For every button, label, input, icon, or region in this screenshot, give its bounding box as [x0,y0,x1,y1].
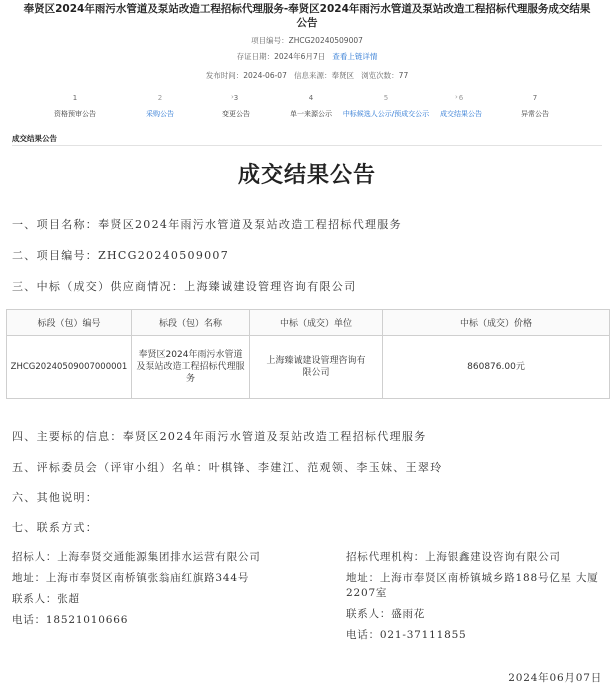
winner-line: 三、中标（成交）供应商情况：上海臻诚建设管理咨询有限公司 [12,280,357,293]
step-label[interactable]: 中标候选人公示/预成交公示 [342,110,430,118]
step-number: 7 [532,94,538,102]
tenderer-org: 招标人：上海奉贤交通能源集团排水运营有限公司 [12,551,261,563]
step-prequalification [30,94,120,119]
publish-time-value: 2024-06-07 [243,71,287,80]
cell-winner: 上海臻诚建设管理咨询有限公司 [250,336,383,399]
header-winner: 中标（成交）单位 [250,310,383,336]
step-number: 4 [308,94,314,102]
source-label: 信息来源： [294,71,332,80]
project-name-line: 一、项目名称：奉贤区2024年雨污水管道及泵站改造工程招标代理服务 [12,218,402,231]
agency-phone: 电话：021-37111855 [346,629,467,641]
tenderer-address: 地址：上海市奉贤区南桥镇张翁庙红旗路344号 [12,572,250,584]
page-title: 成交结果公告 [237,163,376,188]
header-price: 中标（成交）价格 [383,310,610,336]
other-notes-line: 六、其他说明： [12,491,99,504]
deposit-date-line [0,51,614,62]
agency-org: 招标代理机构：上海银鑫建设咨询有限公司 [346,551,561,563]
step-label[interactable]: 成交结果公告 [440,110,482,118]
publish-time-label: 发布时间： [205,71,244,80]
views-label: 浏览次数： [361,71,399,80]
step-number: 6 [458,94,464,102]
source-value: 奉贤区 [331,71,355,80]
cell-lot-name: 奉贤区2024年雨污水管道及泵站改造工程招标代理服务 [132,336,250,399]
tenderer-contact [12,550,287,628]
agency-person: 联系人：盛雨花 [346,608,426,620]
main-subject-line: 四、主要标的信息：奉贤区2024年雨污水管道及泵站改造工程招标代理服务 [12,430,427,443]
result-table [6,309,610,399]
divider [12,145,602,146]
step-label: 单一来源公示 [290,110,332,118]
publish-info-line [0,70,614,81]
contact-heading: 七、联系方式： [12,521,99,534]
cell-lot-number: ZHCG20240509007000001 [7,336,132,399]
header-lot-name: 标段（包）名称 [132,310,250,336]
header-lot-number: 标段（包）编号 [7,310,132,336]
step-exception [490,94,580,119]
project-number-text: 二、项目编号：ZHCG20240509007 [12,249,230,262]
project-number-label: 项目编号： [251,36,289,45]
step-number: 5 [383,94,389,102]
step-label: 异常公告 [521,110,549,118]
process-steps [0,94,614,128]
deposit-date-label: 存证日期： [236,52,275,61]
step-label: 资格预审公告 [54,110,96,118]
deposit-date-value: 2024年6月7日 [274,52,326,61]
step-number: 3 [233,94,239,102]
step-label[interactable]: 采购公告 [146,110,174,118]
arrow-right-icon: › [455,93,458,101]
announcement-title: 奉贤区2024年雨污水管道及泵站改造工程招标代理服务-奉贤区2024年雨污水管道及泵站改造工程招标代理服务成交结果公告 [23,3,591,29]
committee-line: 五、评标委员会（评审小组）名单：叶棋锋、李建江、范观领、李玉妹、王翠玲 [12,461,443,474]
table-row [7,336,610,399]
agency-address: 地址：上海市奉贤区南桥镇城乡路188号亿星 大厦2207室 [346,572,599,599]
breadcrumb: 成交结果公告 [12,134,57,143]
arrow-right-icon: › [231,93,234,101]
step-number: 2 [157,94,163,102]
project-number-line [0,35,614,46]
table-header-row [7,310,610,336]
views-value: 77 [398,71,409,80]
tenderer-phone: 电话：18521010666 [12,614,129,626]
chain-details-link[interactable]: 查看上链详情 [332,52,378,61]
tenderer-person: 联系人：张超 [12,593,80,605]
project-number-value: ZHCG20240509007 [288,36,363,45]
cell-price: 860876.00元 [383,336,610,399]
agency-contact [346,550,608,643]
step-label: 变更公告 [222,110,250,118]
announcement-date: 2024年06月07日 [508,672,602,684]
step-number: 1 [72,94,78,102]
